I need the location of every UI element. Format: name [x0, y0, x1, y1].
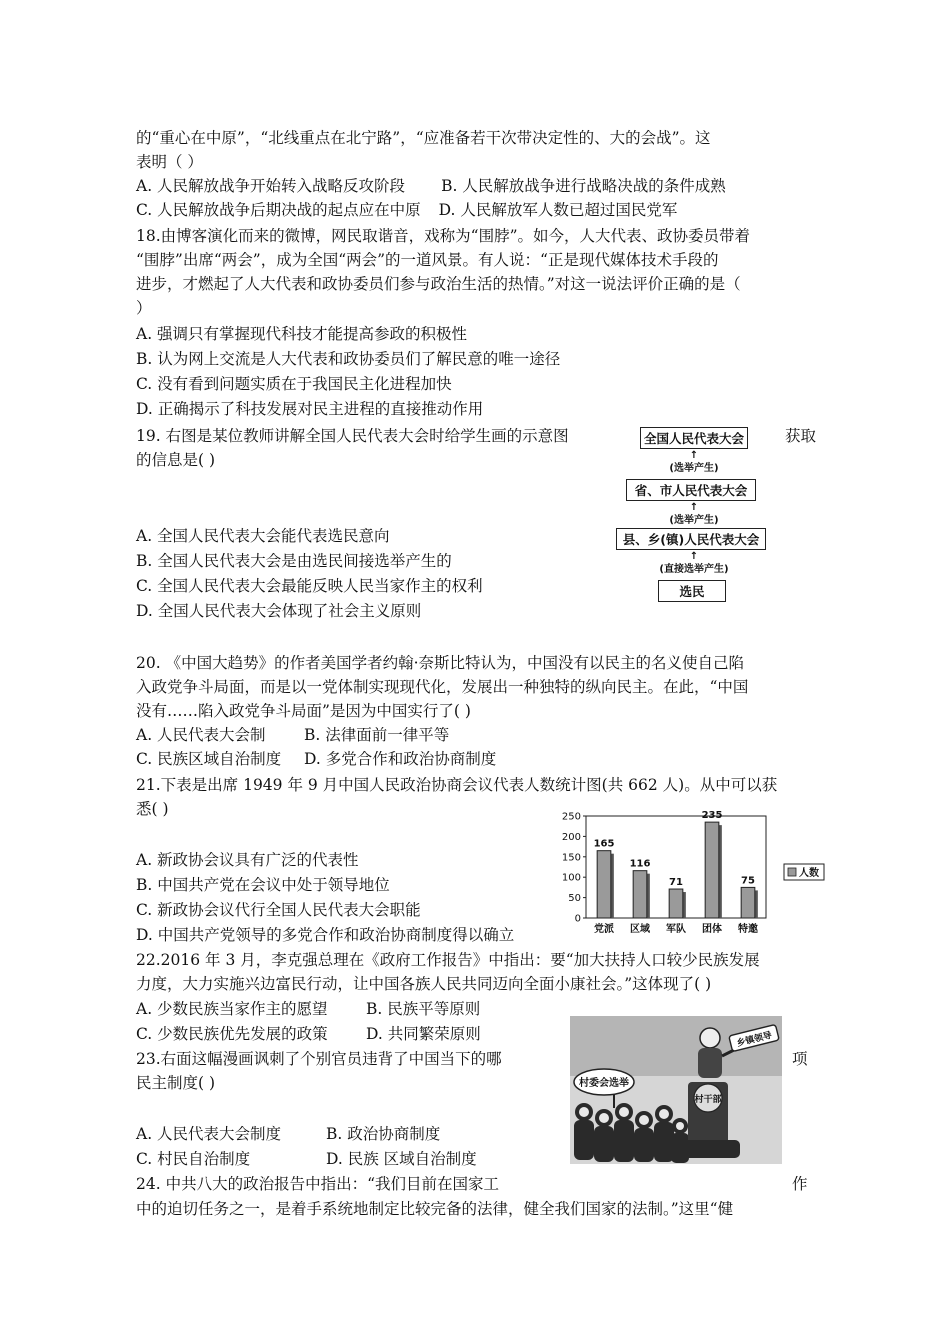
- q20-option-b: B. 法律面前一律平等: [304, 726, 450, 744]
- npc-structure-diagram: [622, 427, 784, 607]
- q19-text-line-1-end: 获取: [785, 427, 817, 445]
- y-tick-label-3: 150: [561, 852, 581, 864]
- data-label-4: 75: [741, 875, 755, 887]
- q18-option-b: B. 认为网上交流是人大代表和政协委员们了解民意的唯一途径: [136, 350, 561, 368]
- data-label-0: 165: [593, 838, 615, 850]
- q19-option-a: A. 全国人民代表大会能代表选民意向: [136, 527, 390, 545]
- q23-options-cd: [136, 1147, 546, 1171]
- q23-text-line-2: 民主制度( ): [136, 1074, 216, 1092]
- q18-option-a: A. 强调只有掌握现代科技才能提高参政的积极性: [136, 325, 468, 343]
- q18-text-line-1: 18.由博客演化而来的微博，网民取谐音，戏称为“围脖”。如今，人大代表、政协委员带着: [136, 227, 751, 245]
- diagram-arrow-label-1: (选举产生): [669, 463, 719, 474]
- y-tick-label-2: 100: [561, 872, 581, 884]
- q20-option-a: A. 人民代表大会制: [136, 726, 266, 744]
- q20-text-line-2: 入政党争斗局面，而是以一党体制实现现代化，发展出一种独特的纵向民主。在此，“中国: [136, 678, 749, 696]
- diagram-arrow-label-3: (直接选举产生): [659, 564, 729, 575]
- x-tick-label-4: 特邀: [738, 924, 758, 935]
- q17-text-line-2: 表明（ ）: [136, 153, 203, 171]
- diagram-arrow-2: ↑ (选举产生): [669, 502, 719, 526]
- q19-option-b: B. 全国人民代表大会是由选民间接选举产生的: [136, 552, 452, 570]
- y-tick-label-1: 50: [568, 893, 581, 905]
- q24-text-line-2: 中的迫切任务之一，是着手系统地制定比较完备的法律，健全我们国家的法制。”这里“健: [136, 1200, 734, 1218]
- q19-option-d: D. 全国人民代表大会体现了社会主义原则: [136, 602, 422, 620]
- y-tick-label-4: 200: [561, 831, 581, 843]
- q20-options-cd: [136, 747, 816, 771]
- q17-option-c: C. 人民解放战争后期决战的起点应在中原: [136, 201, 421, 219]
- q20-option-c: C. 民族区域自治制度: [136, 750, 282, 768]
- q18-text-line-3: 进步，才燃起了人大代表和政协委员们参与政治生活的热情。”对这一说法评价正确的是（: [136, 275, 741, 293]
- q17-option-b: B. 人民解放战争进行战略决战的条件成熟: [441, 177, 726, 195]
- x-tick-label-2: 军队: [666, 924, 686, 935]
- x-tick-label-0: 党派: [594, 924, 614, 935]
- q20-options-ab: [136, 723, 816, 747]
- x-tick-label-3: 团体: [702, 924, 722, 935]
- q18-text-line-2: “围脖”出席“两会”，成为全国“两会”的一道风景。有人说：“正是现代媒体技术手段的: [136, 251, 719, 269]
- diagram-box-provincial: 省、市人民代表大会: [626, 479, 756, 501]
- q22-text-line-1: 22.2016 年 3 月，李克强总理在《政府工作报告》中指出：要“加大扶持人口较少民族发展: [136, 951, 760, 969]
- y-tick-label-0: 0: [574, 913, 581, 925]
- q19-option-c: C. 全国人民代表大会最能反映人民当家作主的权利: [136, 577, 483, 595]
- q21-text-line-1: 21.下表是出席 1949 年 9 月中国人民政治协商会议代表人数统计图(共 662 人)。从中可以获: [136, 776, 778, 794]
- q22-option-d: D. 共同繁荣原则: [366, 1025, 481, 1043]
- q17-options-ab: [136, 174, 816, 198]
- cartoon-pedestal-label: 村干部: [694, 1095, 722, 1105]
- q22-text-line-2: 力度，大力实施兴边富民行动，让中国各族人民共同迈向全面小康社会。”这体现了( ): [136, 975, 712, 993]
- q23-option-c: C. 村民自治制度: [136, 1150, 251, 1168]
- x-tick-label-1: 区域: [630, 924, 650, 935]
- q21-text-line-2: 悉( ): [136, 800, 169, 818]
- q23-text-line-1: 23.右面这幅漫画讽刺了个别官员违背了中国当下的哪: [136, 1050, 502, 1068]
- q20-text-line-1: 20. 《中国大趋势》的作者美国学者约翰·奈斯比特认为，中国没有以民主的名义使自己陷: [136, 654, 745, 672]
- bar-4: [741, 887, 755, 918]
- bar-2: [669, 889, 683, 918]
- q17-option-d: D. 人民解放军人数已超过国民党军: [438, 201, 678, 219]
- q21-option-c: C. 新政协会议代行全国人民代表大会职能: [136, 901, 421, 919]
- cppcc-delegates-bar-chart: [556, 806, 828, 938]
- bar-1: [633, 871, 647, 918]
- q21-option-b: B. 中国共产党在会议中处于领导地位: [136, 876, 390, 894]
- q18-text-line-4: ）: [136, 299, 152, 317]
- data-label-3: 235: [701, 810, 723, 822]
- q18-option-d: D. 正确揭示了科技发展对民主进程的直接推动作用: [136, 400, 484, 418]
- y-tick-label-5: 250: [561, 811, 581, 823]
- q21-option-d: D. 中国共产党领导的多党合作和政治协商制度得以确立: [136, 926, 515, 944]
- q24-text-line-1-end: 作: [792, 1175, 808, 1193]
- diagram-arrow-label-2: (选举产生): [669, 515, 719, 526]
- q21-option-a: A. 新政协会议具有广泛的代表性: [136, 851, 359, 869]
- diagram-box-voters: 选民: [658, 580, 726, 602]
- q22-option-a: A. 少数民族当家作主的愿望: [136, 1000, 328, 1018]
- q22-option-b: B. 民族平等原则: [366, 1000, 481, 1018]
- q23-option-d: D. 民族 区域自治制度: [326, 1150, 477, 1168]
- diagram-arrow-1: ↑ (选举产生): [669, 450, 719, 474]
- q23-options-ab: [136, 1122, 546, 1146]
- q20-option-d: D. 多党合作和政治协商制度: [304, 750, 497, 768]
- village-election-cartoon: [570, 1016, 782, 1164]
- data-label-1: 116: [629, 858, 651, 870]
- q18-option-c: C. 没有看到问题实质在于我国民主化进程加快: [136, 375, 452, 393]
- q24-text-line-1: 24. 中共八大的政治报告中指出：“我们目前在国家工: [136, 1175, 500, 1193]
- legend-label: 人数: [799, 868, 819, 879]
- q17-option-a: A. 人民解放战争开始转入战略反攻阶段: [136, 177, 406, 195]
- diagram-arrow-3: ↑ (直接选举产生): [659, 551, 729, 575]
- q20-text-line-3: 没有……陷入政党争斗局面”是因为中国实行了( ): [136, 702, 471, 720]
- q22-option-c: C. 少数民族优先发展的政策: [136, 1025, 328, 1043]
- q19-text-line-2: 的信息是( ): [136, 451, 216, 469]
- q17-options-cd: [136, 198, 816, 222]
- q23-option-b: B. 政治协商制度: [326, 1125, 441, 1143]
- q23-option-a: A. 人民代表大会制度: [136, 1125, 282, 1143]
- q23-text-line-1-end: 项: [792, 1050, 808, 1068]
- diagram-box-county: 县、乡(镇)人民代表大会: [616, 528, 766, 550]
- bar-3: [705, 822, 719, 918]
- diagram-box-national: 全国人民代表大会: [640, 427, 748, 449]
- legend-swatch: [788, 868, 796, 876]
- cartoon-sign-leader: 乡镇领导: [735, 1030, 774, 1050]
- q17-text-line-1: 的“重心在中原”，“北线重点在北宁路”，“应准备若干次带决定性的、大的会战”。这: [136, 129, 711, 147]
- cartoon-sign-election: 村委会选举: [579, 1078, 629, 1089]
- bar-0: [597, 851, 611, 918]
- data-label-2: 71: [669, 877, 683, 889]
- q19-text-line-1: 19. 右图是某位教师讲解全国人民代表大会时给学生画的示意图: [136, 427, 569, 445]
